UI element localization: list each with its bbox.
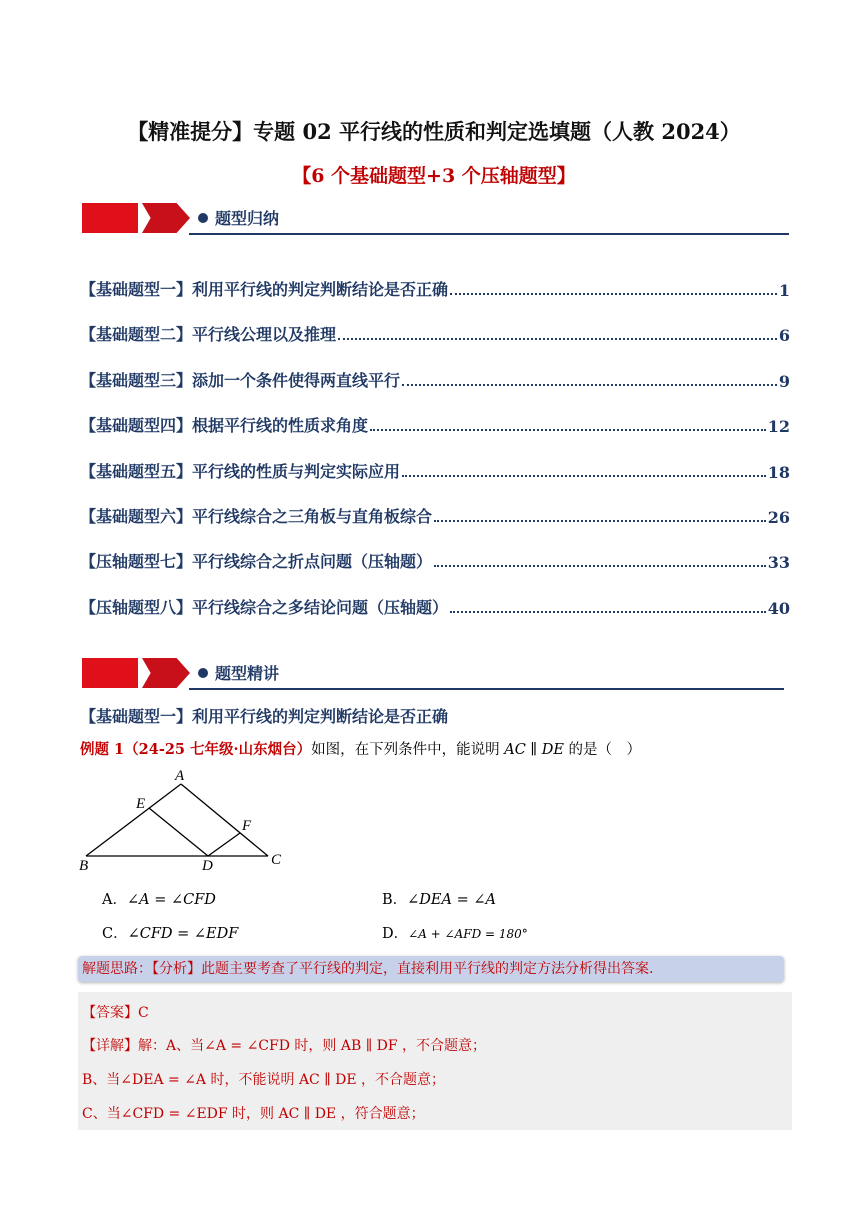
toc-leader <box>338 338 777 340</box>
segment-BA <box>86 784 181 856</box>
option-letter: C． <box>102 926 128 942</box>
answer-line: 【详解】解：A、当∠A = ∠CFD 时，则 AB ∥ DF ，不合题意； <box>82 1038 487 1054</box>
toc-leader <box>450 611 766 613</box>
bullet-icon <box>198 668 208 678</box>
toc-item-page: 33 <box>767 553 790 572</box>
segment-ED <box>149 808 208 856</box>
toc-item-title: 【基础题型六】平行线综合之三角板与直角板综合 <box>80 507 433 526</box>
point-label-A: A <box>175 768 185 784</box>
banner-block <box>82 203 138 233</box>
point-label-F: F <box>242 818 252 834</box>
toc-leader <box>434 565 766 567</box>
banner-arrow-icon <box>142 658 190 688</box>
section-header-summary <box>82 203 789 233</box>
option-expr: ∠DEA = ∠A <box>407 892 496 908</box>
segment-DF <box>208 833 240 856</box>
toc-item-page: 26 <box>767 508 790 527</box>
toc-leader <box>450 293 777 295</box>
answer-line: B、当∠DEA = ∠A 时，不能说明 AC ∥ DE ，不合题意； <box>82 1072 446 1088</box>
answer-line: 【答案】C <box>82 1005 149 1021</box>
option-letter: A． <box>102 892 127 908</box>
toc-item-title: 【基础题型四】根据平行线的性质求角度 <box>80 416 369 435</box>
option-b[interactable] <box>382 888 496 909</box>
option-expr: ∠CFD = ∠EDF <box>127 926 239 942</box>
toc-leader <box>434 520 766 522</box>
toc-item[interactable] <box>80 414 790 436</box>
option-a[interactable] <box>102 888 216 909</box>
option-d[interactable] <box>382 922 528 943</box>
document-subtitle: 【6 个基础题型+3 个压轴题型】 <box>292 165 576 187</box>
toc-item[interactable] <box>80 505 790 527</box>
toc-item[interactable] <box>80 278 790 300</box>
toc-item-page: 12 <box>767 417 790 436</box>
toc-item[interactable] <box>80 460 790 482</box>
toc-item-page: 9 <box>778 372 790 391</box>
toc-item-title: 【基础题型五】平行线的性质与判定实际应用 <box>80 462 401 481</box>
point-label-D: D <box>202 858 213 874</box>
toc-item[interactable] <box>80 550 790 572</box>
banner-block <box>82 658 138 688</box>
toc-item-page: 40 <box>767 599 790 618</box>
point-label-E: E <box>136 796 146 812</box>
toc-leader <box>402 384 777 386</box>
section-label: 题型归纳 <box>215 209 280 228</box>
answer-box <box>78 992 792 1130</box>
point-label-C: C <box>271 852 282 868</box>
example-text-end: 的是（ ） <box>568 742 642 758</box>
example-question <box>80 738 641 759</box>
toc-item-title: 【压轴题型八】平行线综合之多结论问题（压轴题） <box>80 598 449 617</box>
geometry-figure <box>74 764 290 874</box>
bullet-icon <box>198 213 208 223</box>
toc-item[interactable] <box>80 323 790 345</box>
toc-leader <box>370 429 766 431</box>
toc-item[interactable] <box>80 369 790 391</box>
toc-item[interactable] <box>80 596 790 618</box>
type-heading: 【基础题型一】利用平行线的判定判断结论是否正确 <box>80 707 449 726</box>
option-letter: D． <box>382 926 409 942</box>
toc-item-title: 【压轴题型七】平行线综合之折点问题（压轴题） <box>80 552 433 571</box>
banner-arrow-icon <box>142 203 190 233</box>
section-header-lecture <box>82 658 784 688</box>
option-expr: ∠A = ∠CFD <box>126 892 216 908</box>
solution-hint: 解题思路：【分析】此题主要考查了平行线的判定，直接利用平行线的判定方法分析得出答案. <box>78 956 784 982</box>
example-expr: AC ∥ DE <box>504 742 564 758</box>
option-letter: B． <box>382 892 408 908</box>
answer-line: C、当∠CFD = ∠EDF 时，则 AC ∥ DE ，符合题意； <box>82 1106 425 1122</box>
toc-item-title: 【基础题型三】添加一个条件使得两直线平行 <box>80 371 401 390</box>
toc-item-title: 【基础题型一】利用平行线的判定判断结论是否正确 <box>80 280 449 299</box>
toc-item-page: 1 <box>778 281 790 300</box>
option-c[interactable] <box>102 922 238 943</box>
example-label: 例题 1（24-25 七年级·山东烟台） <box>80 741 312 758</box>
point-label-B: B <box>79 858 89 874</box>
example-text: 如图，在下列条件中，能说明 <box>311 742 500 758</box>
option-expr: ∠A + ∠AFD = 180° <box>408 927 528 941</box>
toc-item-title: 【基础题型二】平行线公理以及推理 <box>80 325 337 344</box>
toc-item-page: 18 <box>767 463 790 482</box>
toc-leader <box>402 475 766 477</box>
section-rule <box>189 233 789 235</box>
toc-item-page: 6 <box>778 326 790 345</box>
section-label: 题型精讲 <box>215 664 280 683</box>
section-rule <box>189 688 784 690</box>
document-title: 【精准提分】专题 02 平行线的性质和判定选填题（人教 2024） <box>127 119 741 144</box>
